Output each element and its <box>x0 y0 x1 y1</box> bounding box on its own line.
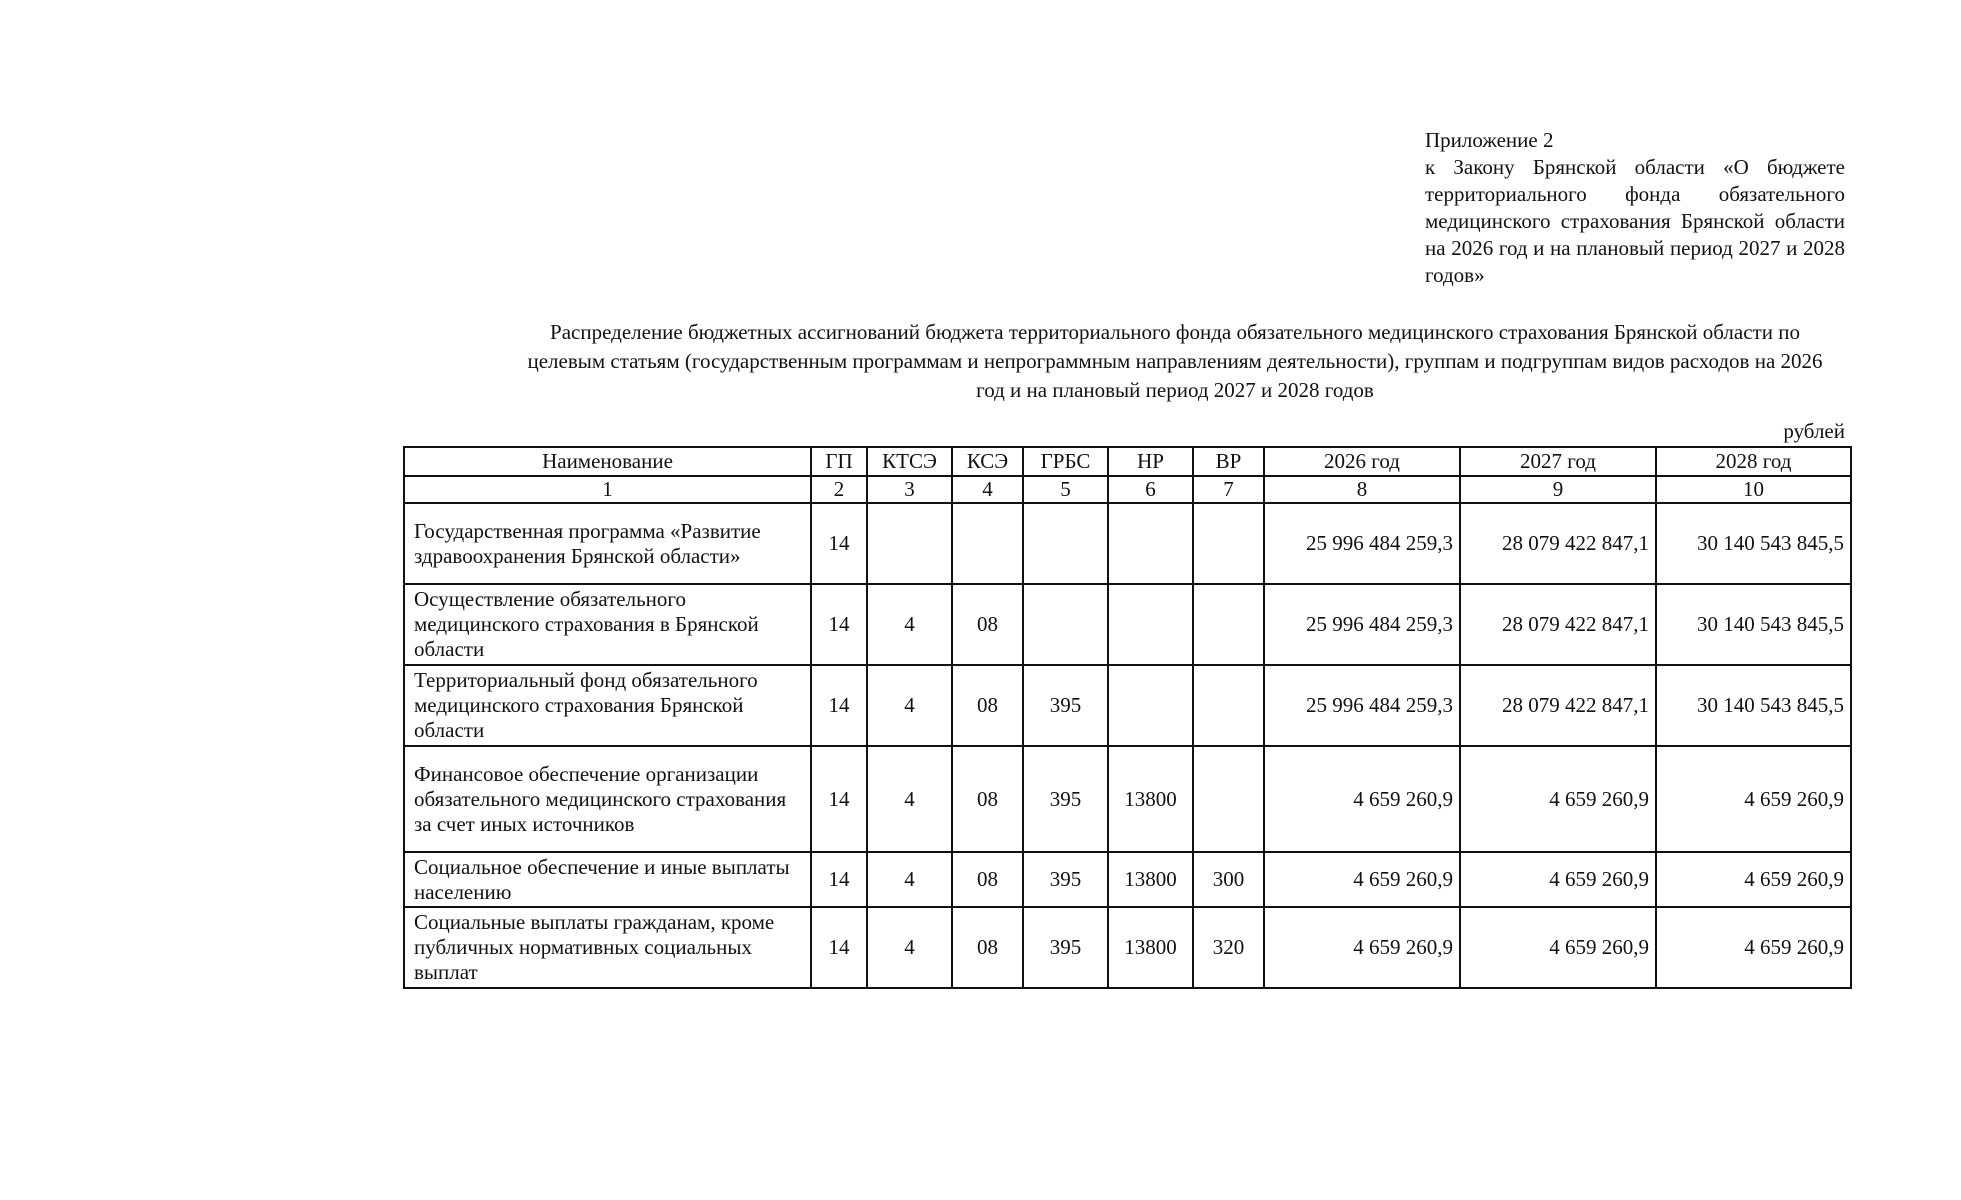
column-number: 6 <box>1108 476 1193 503</box>
cell-2026: 25 996 484 259,3 <box>1264 584 1460 665</box>
cell-grbs: 395 <box>1023 907 1108 988</box>
cell-kse: 08 <box>952 852 1023 907</box>
column-number: 3 <box>867 476 952 503</box>
cell-vr: 300 <box>1193 852 1264 907</box>
column-number: 2 <box>811 476 867 503</box>
cell-grbs: 395 <box>1023 665 1108 746</box>
header-2026: 2026 год <box>1264 447 1460 476</box>
cell-gp: 14 <box>811 907 867 988</box>
row-name: Осуществление обязательного медицинского страхования в Брянской области <box>404 584 811 665</box>
cell-2027: 28 079 422 847,1 <box>1460 503 1656 584</box>
cell-2027: 4 659 260,9 <box>1460 907 1656 988</box>
annex-title: Приложение 2 <box>1425 128 1554 152</box>
row-name: Государственная программа «Развитие здравоохранения Брянской области» <box>404 503 811 584</box>
cell-ktse: 4 <box>867 907 952 988</box>
column-number-row <box>404 476 1851 503</box>
cell-gp: 14 <box>811 852 867 907</box>
column-number: 8 <box>1264 476 1460 503</box>
cell-grbs <box>1023 503 1108 584</box>
cell-kse <box>952 503 1023 584</box>
header-gp: ГП <box>811 447 867 476</box>
cell-kse: 08 <box>952 907 1023 988</box>
cell-2027: 4 659 260,9 <box>1460 746 1656 852</box>
cell-kse: 08 <box>952 665 1023 746</box>
cell-2027: 4 659 260,9 <box>1460 852 1656 907</box>
cell-nr <box>1108 584 1193 665</box>
column-number: 7 <box>1193 476 1264 503</box>
cell-2026: 4 659 260,9 <box>1264 746 1460 852</box>
header-kse: КСЭ <box>952 447 1023 476</box>
column-number: 5 <box>1023 476 1108 503</box>
header-ktse: КТСЭ <box>867 447 952 476</box>
table-row <box>404 503 1851 584</box>
column-number: 4 <box>952 476 1023 503</box>
document-title: Распределение бюджетных ассигнований бюджета территориального фонда обязательного медицинского страхования Брянской области по целевым статьям (государственным программам и непрограммным направлениям деятельности), группам и подгруппам видов расходов на 2026 год и на плановый период 2027 и 2028 годов <box>527 320 1823 402</box>
column-number: 9 <box>1460 476 1656 503</box>
cell-grbs: 395 <box>1023 746 1108 852</box>
cell-2028: 30 140 543 845,5 <box>1656 665 1851 746</box>
cell-2028: 30 140 543 845,5 <box>1656 503 1851 584</box>
row-name: Социальное обеспечение и иные выплаты населению <box>404 852 811 907</box>
annex-body: к Закону Брянской области «О бюджете территориального фонда обязательного медицинского страхования Брянской области на 2026 год и на плановый период 2027 и 2028 годов» <box>1425 155 1845 287</box>
table-row <box>404 907 1851 988</box>
cell-nr: 13800 <box>1108 907 1193 988</box>
header-name: Наименование <box>404 447 811 476</box>
cell-vr <box>1193 746 1264 852</box>
cell-kse: 08 <box>952 746 1023 852</box>
header-nr: НР <box>1108 447 1193 476</box>
units-label: рублей <box>1783 419 1845 443</box>
cell-grbs <box>1023 584 1108 665</box>
row-name: Территориальный фонд обязательного медицинского страхования Брянской области <box>404 665 811 746</box>
header-vr: ВР <box>1193 447 1264 476</box>
table-row <box>404 584 1851 665</box>
row-name: Финансовое обеспечение организации обязательного медицинского страхования за счет иных источников <box>404 746 811 852</box>
cell-2026: 25 996 484 259,3 <box>1264 503 1460 584</box>
cell-kse: 08 <box>952 584 1023 665</box>
cell-vr <box>1193 503 1264 584</box>
cell-grbs: 395 <box>1023 852 1108 907</box>
cell-ktse <box>867 503 952 584</box>
cell-2028: 4 659 260,9 <box>1656 907 1851 988</box>
cell-ktse: 4 <box>867 584 952 665</box>
cell-2028: 30 140 543 845,5 <box>1656 584 1851 665</box>
header-row <box>404 447 1851 476</box>
cell-gp: 14 <box>811 584 867 665</box>
cell-vr <box>1193 665 1264 746</box>
table-row <box>404 852 1851 907</box>
cell-gp: 14 <box>811 746 867 852</box>
cell-2027: 28 079 422 847,1 <box>1460 584 1656 665</box>
header-grbs: ГРБС <box>1023 447 1108 476</box>
table-row <box>404 665 1851 746</box>
cell-nr: 13800 <box>1108 746 1193 852</box>
cell-2026: 25 996 484 259,3 <box>1264 665 1460 746</box>
row-name: Социальные выплаты гражданам, кроме публичных нормативных социальных выплат <box>404 907 811 988</box>
cell-nr <box>1108 503 1193 584</box>
cell-nr: 13800 <box>1108 852 1193 907</box>
cell-2028: 4 659 260,9 <box>1656 746 1851 852</box>
cell-gp: 14 <box>811 503 867 584</box>
annex-note <box>1425 127 1845 289</box>
budget-table <box>403 446 1852 989</box>
cell-ktse: 4 <box>867 746 952 852</box>
header-2028: 2028 год <box>1656 447 1851 476</box>
cell-vr: 320 <box>1193 907 1264 988</box>
cell-2026: 4 659 260,9 <box>1264 852 1460 907</box>
cell-2027: 28 079 422 847,1 <box>1460 665 1656 746</box>
column-number: 1 <box>404 476 811 503</box>
column-number: 10 <box>1656 476 1851 503</box>
header-2027: 2027 год <box>1460 447 1656 476</box>
cell-ktse: 4 <box>867 852 952 907</box>
cell-ktse: 4 <box>867 665 952 746</box>
cell-2026: 4 659 260,9 <box>1264 907 1460 988</box>
cell-2028: 4 659 260,9 <box>1656 852 1851 907</box>
cell-gp: 14 <box>811 665 867 746</box>
cell-vr <box>1193 584 1264 665</box>
table-row <box>404 746 1851 852</box>
cell-nr <box>1108 665 1193 746</box>
